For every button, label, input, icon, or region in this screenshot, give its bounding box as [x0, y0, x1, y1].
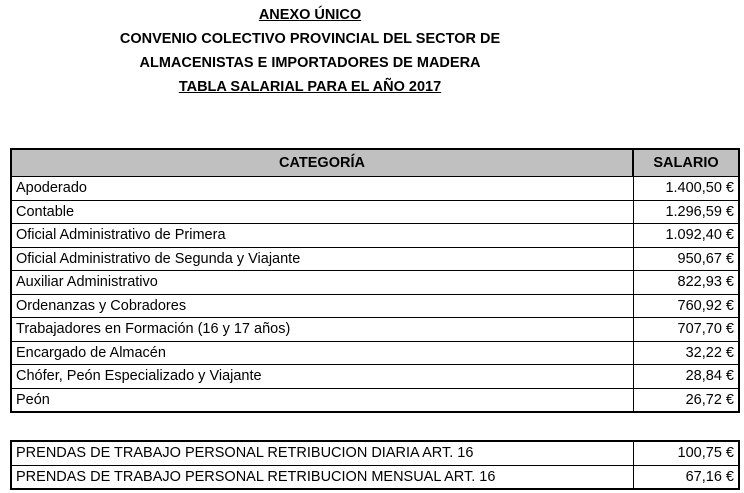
salary-table	[10, 148, 740, 413]
category-cell: Apoderado	[11, 177, 633, 201]
clothing-allowance-label: PRENDAS DE TRABAJO PERSONAL RETRIBUCION MENSUAL ART. 16	[11, 465, 633, 489]
clothing-allowance-value: 67,16 €	[633, 465, 739, 489]
category-cell: Peón	[11, 388, 633, 412]
table-row	[11, 441, 739, 465]
table-row	[11, 318, 739, 342]
salary-table-title: TABLA SALARIAL PARA EL AÑO 2017	[178, 79, 442, 95]
clothing-allowance-value: 100,75 €	[633, 441, 739, 465]
salary-cell: 760,92 €	[633, 294, 739, 318]
table-row	[11, 388, 739, 412]
work-clothing-table	[10, 440, 740, 490]
salary-cell: 28,84 €	[633, 365, 739, 389]
table-row	[11, 271, 739, 295]
salary-cell: 1.092,40 €	[633, 224, 739, 248]
category-cell: Chófer, Peón Especializado y Viajante	[11, 365, 633, 389]
table-row	[11, 224, 739, 248]
salary-cell: 1.296,59 €	[633, 200, 739, 224]
category-column-header: CATEGORÍA	[11, 149, 633, 177]
salary-column-header: SALARIO	[633, 149, 739, 177]
table-row	[11, 177, 739, 201]
salary-cell: 32,22 €	[633, 341, 739, 365]
category-cell: Ordenanzas y Cobradores	[11, 294, 633, 318]
agreement-title-line-2: ALMACENISTAS E IMPORTADORES DE MADERA	[139, 55, 481, 71]
table-row	[11, 465, 739, 489]
salary-cell: 822,93 €	[633, 271, 739, 295]
table-header-row	[11, 149, 739, 177]
salary-cell: 950,67 €	[633, 247, 739, 271]
agreement-title-line-1: CONVENIO COLECTIVO PROVINCIAL DEL SECTOR DE	[119, 31, 501, 47]
table-row	[11, 365, 739, 389]
category-cell: Auxiliar Administrativo	[11, 271, 633, 295]
clothing-allowance-label: PRENDAS DE TRABAJO PERSONAL RETRIBUCION DIARIA ART. 16	[11, 441, 633, 465]
salary-cell: 26,72 €	[633, 388, 739, 412]
table-row	[11, 247, 739, 271]
category-cell: Encargado de Almacén	[11, 341, 633, 365]
category-cell: Oficial Administrativo de Primera	[11, 224, 633, 248]
table-row	[11, 341, 739, 365]
table-row	[11, 294, 739, 318]
salary-cell: 707,70 €	[633, 318, 739, 342]
annex-title: ANEXO ÚNICO	[258, 7, 362, 23]
table-row	[11, 200, 739, 224]
category-cell: Contable	[11, 200, 633, 224]
category-cell: Trabajadores en Formación (16 y 17 años)	[11, 318, 633, 342]
category-cell: Oficial Administrativo de Segunda y Viajante	[11, 247, 633, 271]
salary-cell: 1.400,50 €	[633, 177, 739, 201]
